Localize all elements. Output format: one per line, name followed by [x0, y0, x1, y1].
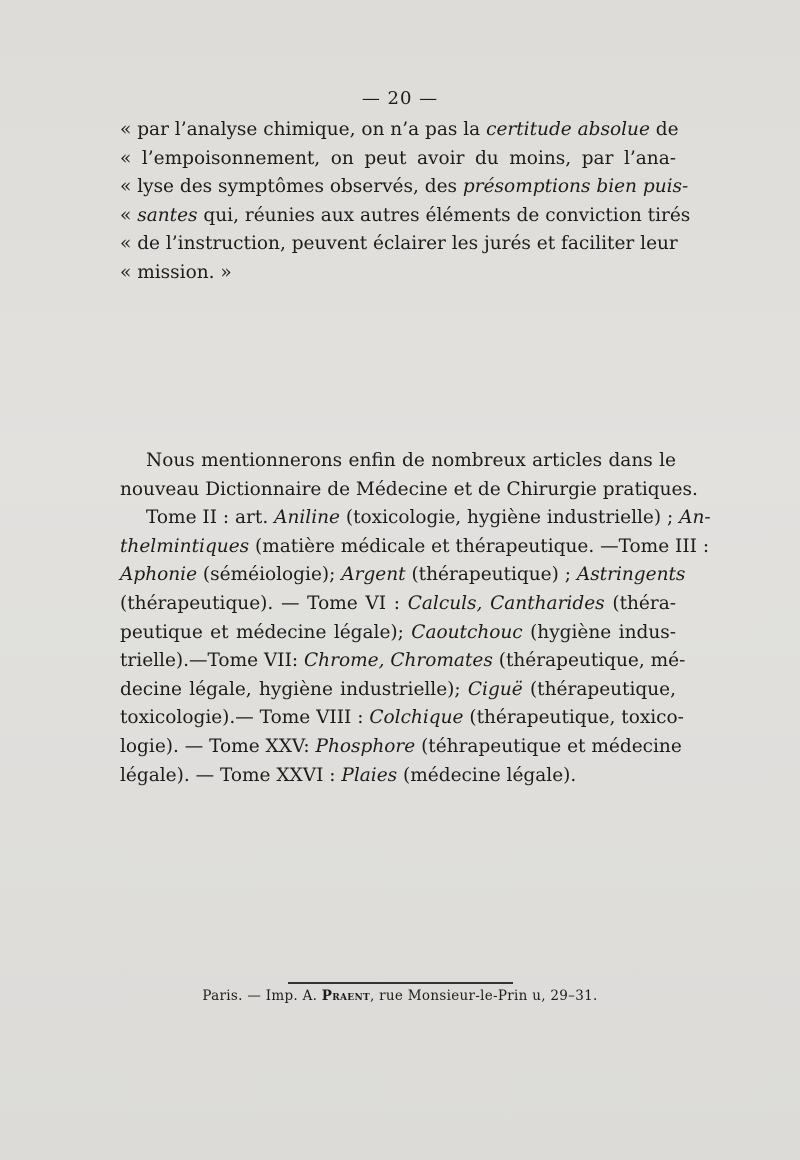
text-run: Nous mentionnerons enfin de nombreux articles dans le [146, 450, 676, 471]
text-line [120, 504, 711, 533]
italic-text: Argent [341, 564, 406, 586]
italic-text: certitude absolue [486, 119, 650, 140]
text-run: « lyse des symptômes observés, des [120, 176, 463, 197]
italic-text: Ciguë [467, 678, 523, 700]
text-run: légale). — Tome XXVI : [120, 764, 342, 786]
italic-text: Aniline [274, 507, 340, 529]
text-run: (matière médicale et thérapeutique. —Tome III : [249, 535, 710, 557]
text-run: (séméiologie); [197, 564, 342, 586]
italic-text: Colchique [369, 707, 464, 729]
text-run: « [120, 204, 138, 226]
text-line [120, 173, 689, 202]
quotation-paragraph [120, 116, 691, 287]
italic-text: présomptions bien puis- [462, 176, 689, 197]
articles-paragraph [120, 447, 711, 790]
text-run: (thérapeutique, toxico- [463, 707, 684, 729]
text-run: « par l’analyse chimique, on n’a pas la [120, 119, 487, 140]
text-line [120, 619, 676, 648]
text-run: (toxicologie, hygiène industrielle) ; [339, 507, 680, 529]
italic-text: Caoutchouc [411, 621, 523, 643]
imprint-prefix: Paris. — Imp. A. [202, 988, 322, 1004]
text-line [120, 704, 684, 733]
text-run: logie). — Tome XXV: [120, 735, 316, 757]
italic-text: An- [679, 507, 711, 529]
text-line [120, 733, 682, 762]
text-run: decine légale, hygiène industrielle); [120, 678, 468, 700]
printer-imprint [0, 988, 800, 1004]
italic-text: santes [137, 204, 198, 226]
footer-rule [288, 982, 513, 984]
imprint-printer-name: Praent [321, 988, 370, 1004]
text-line [120, 259, 676, 288]
text-line [120, 202, 691, 231]
text-run: de [649, 119, 679, 140]
italic-text: Plaies [341, 764, 398, 786]
italic-text: Phosphore [315, 735, 416, 757]
text-run: trielle).—Tome VII: [120, 650, 305, 672]
text-line [120, 561, 686, 590]
page-number: — 20 — [361, 88, 439, 109]
text-line [120, 230, 676, 259]
text-line [120, 116, 679, 145]
text-run: peutique et médecine légale); [120, 621, 412, 643]
text-run: (thérapeutique) ; [405, 564, 577, 586]
text-line [120, 676, 676, 705]
italic-text: Calculs, Cantharides [407, 592, 605, 614]
text-run: qui, réunies aux autres éléments de conviction tirés [197, 204, 691, 226]
text-run: (théra- [604, 592, 676, 614]
text-line [120, 447, 676, 476]
italic-text: Aphonie [120, 564, 198, 586]
text-run: (thérapeutique, mé- [492, 650, 686, 672]
text-run: « mission. » [120, 261, 232, 283]
text-line [120, 145, 676, 174]
text-line [120, 762, 676, 791]
text-run: (thérapeutique, [522, 678, 676, 700]
italic-text: Chrome, Chromates [304, 650, 493, 672]
text-run: (thérapeutique). — Tome VI : [120, 592, 408, 614]
text-run: Tome II : art. [146, 507, 275, 529]
text-run: « de l’instruction, peuvent éclairer les jurés et faciliter leur [120, 233, 678, 254]
text-run: toxicologie).— Tome VIII : [120, 707, 370, 729]
text-run: (hygiène indus- [522, 621, 676, 643]
italic-text: thelmintiques [120, 535, 250, 557]
text-line [120, 590, 676, 619]
text-run: (téhrapeutique et médecine [415, 735, 682, 757]
text-run: (médecine légale). [397, 764, 577, 786]
text-line [120, 647, 686, 676]
text-run: « l’empoisonnement, on peut avoir du moins, par l’ana- [120, 147, 676, 169]
text-run: nouveau Dictionnaire de Médecine et de Chirurgie pratiques. [120, 478, 698, 500]
italic-text: Astringents [576, 564, 686, 586]
imprint-address: , rue Monsieur-le-Prin u, 29–31. [370, 988, 598, 1004]
text-line [120, 533, 710, 562]
text-line [120, 476, 698, 505]
